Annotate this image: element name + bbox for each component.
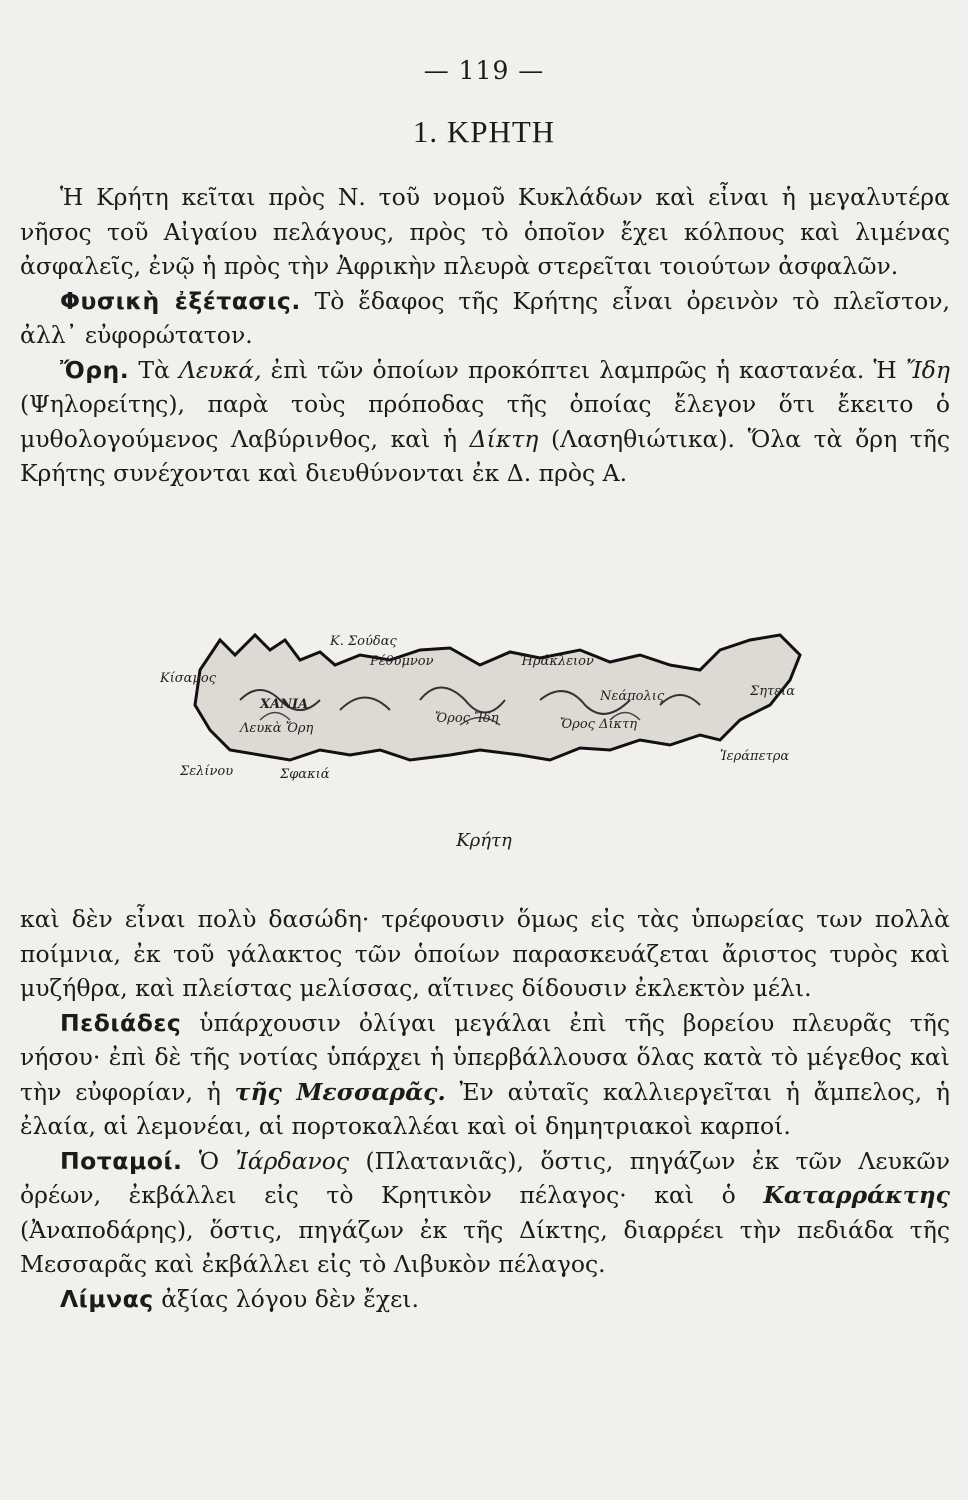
intro-text: Ἡ Κρήτη κεῖται πρὸς Ν. τοῦ νομοῦ Κυκλάδων καὶ εἶναι ἡ μεγαλυτέρα νῆσος τοῦ Αἰγαίου πελάγους, πρὸς τὸ ὁποῖον ἔχει κόλπους καὶ λιμένας ἀσφαλεῖς, ἐνῷ ἡ πρὸς τὴν Ἀφρικὴν πλευρὰ στερεῖται τοιούτων ἀσφαλῶν.	[20, 183, 950, 280]
crete-map	[160, 610, 820, 800]
mountains-heading: Ὄρη.	[60, 355, 130, 384]
mountains-text-3: (Ψηλορείτης), παρὰ τοὺς πρόποδας τῆς ὁποίας ἔλεγον ὅτι ἔκειτο ὁ μυθολογούμενος Λαβύρινθος, καὶ ἡ	[20, 390, 950, 453]
map-label-dikti: Ὄρος Δίκτη	[560, 717, 638, 732]
lefka-term: Λευκά,	[178, 355, 262, 384]
map-label-kisamos: Κίσαμος	[160, 671, 217, 686]
intro-paragraph	[20, 180, 950, 284]
chapter-title: 1. ΚΡΗΤΗ	[412, 114, 556, 149]
dikti-term: Δίκτη	[469, 424, 539, 453]
plains-text-1: ὑπάρχουσιν ὀλίγαι μεγάλαι ἐπὶ τῆς βορείου πλευρᾶς τῆς νήσου· ἐπὶ δὲ τῆς νοτίας ὑπάρχει ἡ ὑπερβάλλουσα ὅλας κατὰ τὸ μέγεθος καὶ τὴν εὐφορίαν, ἡ	[20, 1008, 950, 1106]
katarraktis-term: Καταρράκτης	[763, 1181, 950, 1209]
rivers-text-2: (Πλατανιᾶς), ὅστις, πηγάζων ἐκ τῶν Λευκῶν ὀρέων, ἐκβάλλει εἰς τὸ Κρητικὸν πέλαγος· καὶ ὁ	[20, 1146, 950, 1209]
ida-term: Ἴδη	[905, 355, 951, 384]
rivers-text-1: Ὁ	[182, 1146, 236, 1175]
iardanos-term: Ἰάρδανος	[235, 1146, 350, 1175]
mountains-paragraph	[20, 353, 950, 491]
map-label-sitia: Σητεία	[750, 684, 796, 699]
map-label-rethymno: Ρέθυμνον	[370, 654, 434, 669]
lakes-heading: Λίμνας	[60, 1284, 154, 1313]
map-label-souda: Κ. Σούδας	[330, 634, 397, 649]
physical-heading: Φυσικὴ ἐξέτασις.	[60, 286, 301, 315]
map-label-selinon: Σελίνου	[180, 764, 234, 779]
crete-map-drawing	[160, 610, 820, 800]
map-label-lefka: Λευκὰ Ὄρη	[240, 721, 314, 736]
rivers-text-3: (Ἀναποδάρης), ὅστις, πηγάζων ἐκ τῆς Δίκτης, διαρρέει τὴν πεδιάδα τῆς Μεσσαρᾶς καὶ ἐκβάλλει εἰς τὸ Λιβυκὸν πέλαγος.	[20, 1215, 950, 1278]
mountains-text-2: ἐπὶ τῶν ὁποίων προκόπτει λαμπρῶς ἡ καστανέα. Ἡ	[261, 355, 906, 384]
continuation-paragraph	[20, 902, 950, 1006]
rivers-paragraph	[20, 1144, 950, 1282]
map-label-ida: Ὄρος Ἴδη	[435, 711, 499, 726]
physical-paragraph	[20, 284, 950, 353]
continuation-text: καὶ δὲν εἶναι πολὺ δασώδη· τρέφουσιν ὅμως εἰς τὰς ὑπωρείας των πολλὰ ποίμνια, ἐκ τοῦ γάλακτος τῶν ὁποίων παρασκευάζεται ἄριστος τυρὸς καὶ μυζήθρα, καὶ πλείστας μελίσσας, αἵτινες δίδουσιν ἐκλεκτὸν μέλι.	[20, 905, 950, 1002]
plains-heading: Πεδιάδες	[60, 1008, 182, 1037]
map-label-sfakia: Σφακιά	[280, 767, 330, 782]
map-label-ierapetra: Ἱεράπετρα	[720, 749, 790, 764]
map-caption: Κρήτη	[456, 830, 512, 851]
map-label-iraklio: Ἡράκλειον	[520, 654, 594, 669]
messara-term: τῆς Μεσσαρᾶς.	[234, 1077, 446, 1106]
rivers-heading: Ποταμοί.	[60, 1146, 183, 1175]
map-label-chania: ΧΑΝΙΑ	[260, 697, 309, 712]
plains-paragraph	[20, 1006, 950, 1144]
lakes-text: ἀξίας λόγου δὲν ἔχει.	[153, 1284, 419, 1313]
physical-text: Τὸ ἔδαφος τῆς Κρήτης εἶναι ὀρεινὸν τὸ πλεῖστον, ἀλλ᾽ εὐφορώτατον.	[20, 286, 951, 349]
lakes-paragraph	[20, 1282, 950, 1317]
mountains-text-1: Τὰ	[138, 355, 179, 384]
page-number: — 119 —	[423, 56, 545, 85]
text-block-bottom	[20, 902, 950, 1316]
text-block-top	[20, 180, 950, 491]
map-label-neapolis: Νεάπολις	[600, 689, 665, 704]
plains-text-2: Ἐν αὐταῖς καλλιεργεῖται ἡ ἄμπελος, ἡ ἐλαία, αἱ λεμονέαι, αἱ πορτοκαλλέαι καὶ οἱ δημητριακοὶ καρποί.	[20, 1077, 950, 1140]
mountains-text-4: (Λασηθιώτικα). Ὅλα τὰ ὄρη τῆς Κρήτης συνέχονται καὶ διευθύνονται ἐκ Δ. πρὸς Α.	[20, 424, 951, 487]
